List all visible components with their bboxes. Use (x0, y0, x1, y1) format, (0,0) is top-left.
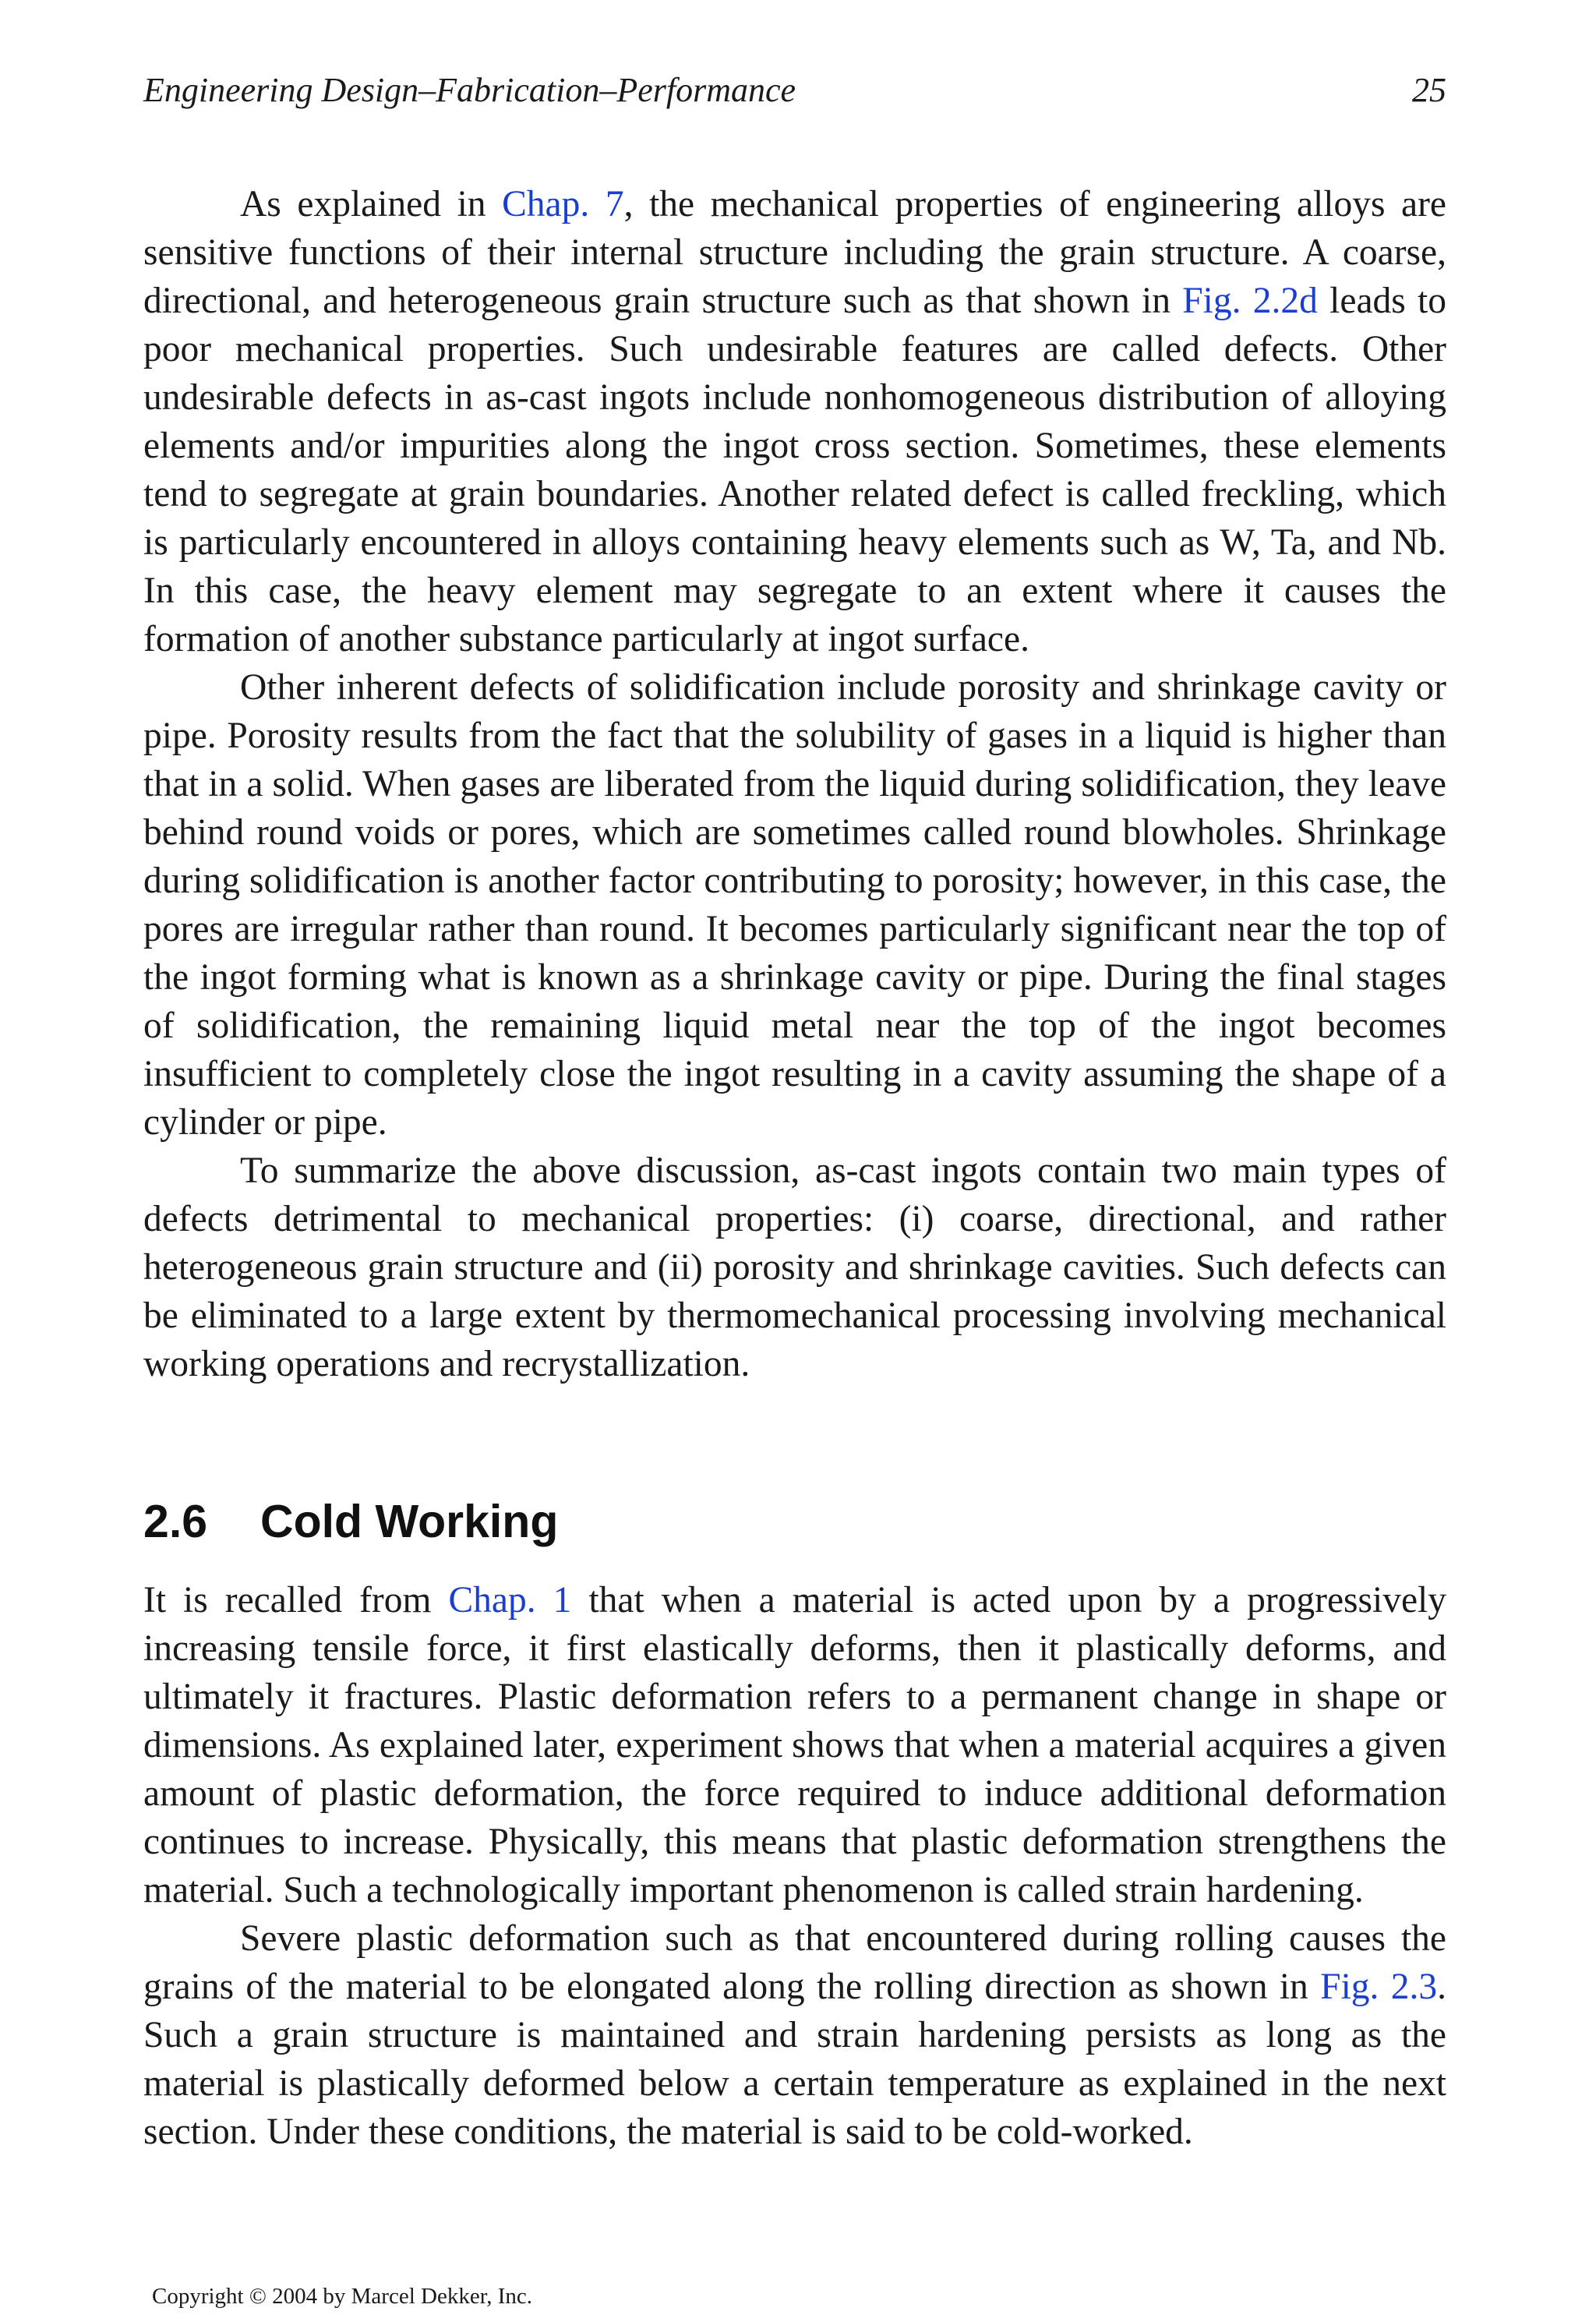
chap-7-link[interactable]: Chap. 7 (502, 184, 624, 224)
intro-text-block (143, 180, 1446, 1388)
running-header (143, 67, 1446, 114)
section-text-block (143, 1576, 1446, 2156)
chap-1-link[interactable]: Chap. 1 (448, 1580, 572, 1620)
fig-2-2d-link[interactable]: Fig. 2.2d (1182, 281, 1318, 321)
page-number: 25 (1412, 71, 1446, 109)
section-paragraph-1 (143, 1576, 1446, 1914)
section-paragraph-2-text-2: . Such a grain structure is maintained and strain hardening persists as long as the material is plastically deformed below a certain temperature as explained in the next section. Under these conditions, the material is said to be cold-worked. (143, 1967, 1446, 2152)
paragraph-2: Other inherent defects of solidification include porosity and shrinkage cavity or pipe. Porosity results from the fact that the solubility of gases in a liquid is higher than that in a solid. When gases are liberated from the liquid during solidification, they leave behind round voids or pores, which are sometimes called round blowholes. Shrinkage during solidification is another factor contributing to porosity; however, in this case, the pores are irregular rather than round. It becomes particularly significant near the top of the ingot forming what is known as a shrinkage cavity or pipe. During the final stages of solidification, the remaining liquid metal near the top of the ingot becomes insufficient to completely close the ingot resulting in a cavity assuming the shape of a cylinder or pipe. (143, 667, 1446, 1143)
section-paragraph-1-text-2: that when a material is acted upon by a progressively increasing tensile force, it first elastically deforms, then it plastically deforms, and ultimately it fractures. Plastic deformation refers to a permanent change in shape or dimensions. As explained later, experiment shows that when a material acquires a given amount of plastic deformation, the force required to induce additional deformation continues to increase. Physically, this means that plastic deformation strengthens the material. Such a technologically important phenomenon is called strain hardening. (143, 1580, 1446, 1910)
paragraph-3: To summarize the above discussion, as-cast ingots contain two main types of defects detrimental to mechanical properties: (i) coarse, directional, and rather heterogeneous grain structure and (ii) porosity and shrinkage cavities. Such defects can be eliminated to a large extent by thermomechanical processing involving mechanical working operations and recrystallization. (143, 1150, 1446, 1384)
paragraph-1-text-3: leads to poor mechanical properties. Such undesirable features are called defects. Other undesirable defects in as-cast ingots include nonhomogeneous distribution of alloying elements and/or impurities along the ingot cross section. Sometimes, these elements tend to segregate at grain boundaries. Another related defect is called freckling, which is particularly encountered in alloys containing heavy elements such as W, Ta, and Nb. In this case, the heavy element may segregate to an extent where it causes the formation of another substance particularly at ingot surface. (143, 281, 1446, 659)
section-paragraph-1-text-1: It is recalled from (143, 1580, 449, 1620)
paragraph-1 (143, 180, 1446, 663)
paragraph-1-text-2: , the mechanical properties of engineering alloys are sensitive functions of their internal structure including the grain structure. A coarse, directional, and heterogeneous grain structure such as that shown in (143, 184, 1446, 321)
section-heading (143, 1490, 558, 1553)
paragraph-1-text-1: As explained in (240, 184, 503, 224)
section-paragraph-2-text-1: Severe plastic deformation such as that encountered during rolling causes the grains of the material to be elongated along the rolling direction as shown in (143, 1918, 1446, 2007)
section-title: Cold Working (260, 1496, 559, 1547)
running-title: Engineering Design–Fabrication–Performance (143, 71, 796, 109)
copyright-footer: Copyright © 2004 by Marcel Dekker, Inc. (152, 2284, 532, 2309)
fig-2-3-link[interactable]: Fig. 2.3 (1320, 1967, 1438, 2007)
section-paragraph-2 (143, 1914, 1446, 2156)
section-number: 2.6 (143, 1496, 208, 1547)
